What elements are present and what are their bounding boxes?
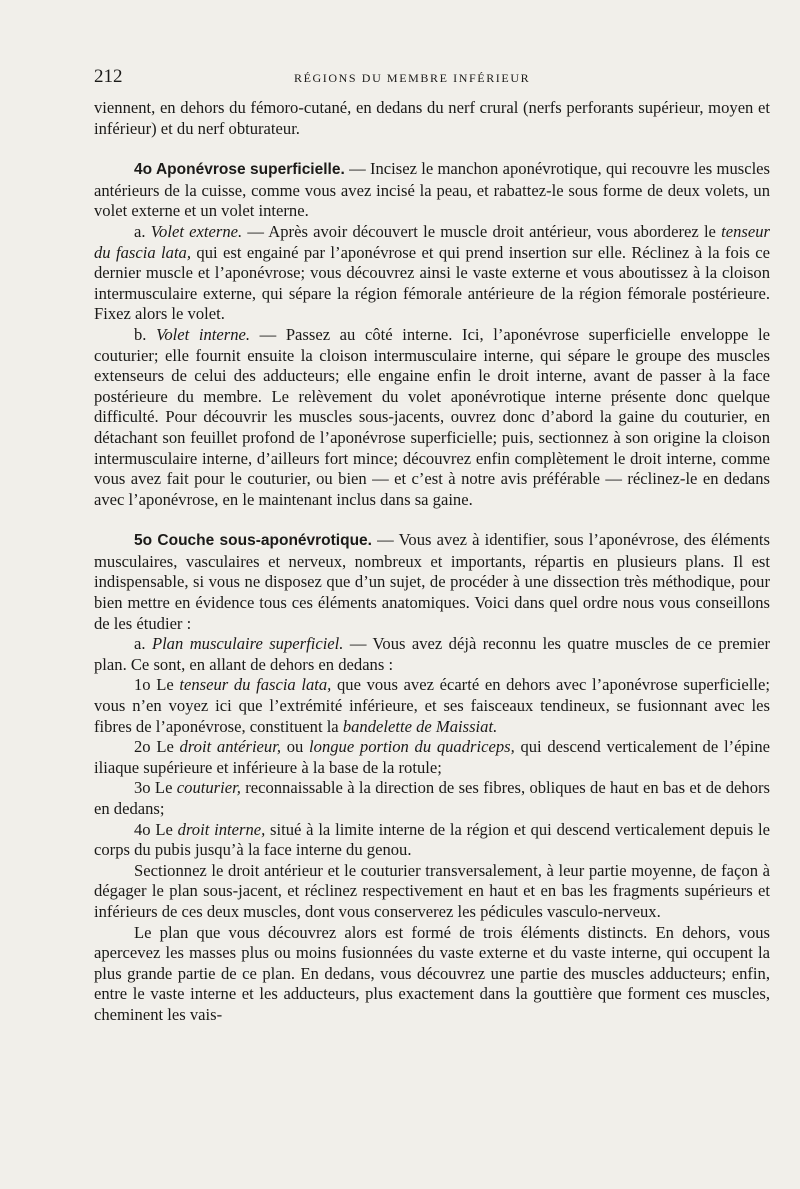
running-head: RÉGIONS DU MEMBRE INFÉRIEUR (294, 71, 531, 85)
section-title: Aponévrose superficielle. (155, 161, 345, 179)
paragraph-text: — Après avoir découvert le muscle droit antérieur, vous aborderez le (242, 221, 722, 241)
section-number: 4o (134, 161, 153, 179)
italic-term: couturier, (176, 778, 241, 798)
list-item-droit-interne (94, 820, 770, 861)
item-number: 2o (134, 737, 151, 757)
list-item-droit-anterieur (94, 737, 770, 778)
page-number: 212 (94, 66, 123, 87)
italic-term: tenseur du fascia lata, (179, 675, 332, 695)
italic-term: droit antérieur, (179, 737, 281, 757)
page-body (94, 98, 770, 1026)
paragraph-text: Le (150, 778, 177, 798)
paragraph-plan-decouvert: Le plan que vous découvrez alors est formé de trois éléments distincts. En dehors, vous apercevez les masses plus ou moins fusionnées du vaste externe et du vaste interne, qui occupent la plus grande partie de ce plan. En dedans, vous découvrez une partie des muscles adducteurs; enfin, entre le vaste interne et les adducteurs, plus exactement dans la gouttière que forment ces muscles, cheminent les vais- (94, 922, 770, 1024)
italic-term: tenseur du fascia lata, (94, 221, 771, 262)
italic-term: bandelette de Maissiat. (342, 716, 498, 736)
paragraph-text: — Vous avez à identifier, sous l’aponévrose, des éléments musculaires, vasculaires et nerveux, nombreux et importants, répartis en plusieurs plans. Il est indispensable, si vous ne disposez que d’un sujet, de procéder à une dissection très méthodique, pour bien mettre en évidence tous ces éléments anatomiques. Voici dans quel ordre nous vous conseillons de les étudier : (94, 530, 770, 633)
paragraph-volet-interne (94, 325, 770, 510)
paragraph-plan-musculaire (94, 634, 770, 675)
paragraph-text: qui descend verticalement de l’épine iliaque supérieure et inférieure à la base de la rotule; (94, 737, 771, 777)
italic-term: longue portion du quadriceps, (309, 737, 515, 757)
paragraph-text: situé à la limite interne de la région et qui descend verticalement depuis le corps du pubis jusqu’à la face interne du genou. (94, 819, 770, 860)
paragraph-continuation: viennent, en dehors du fémoro-cutané, en dedans du nerf crural (nerfs perforants supérieur, moyen et inférieur) et du nerf obturateur. (94, 98, 770, 138)
paragraph-text: — Passez au côté interne. Ici, l’aponévrose superficielle enveloppe le couturier; elle fournit ensuite la cloison intermusculaire interne, qui sépare le groupe des muscles extenseurs de celui des adducteurs; elle engaine enfin le droit interne, avant de passer à la face postérieure du membre. Le relèvement du volet aponévrotique interne présente donc quelque difficulté. Pour découvrir les muscles sous-jacents, ouvrez donc d’abord la gaine du couturier, en détachant son feuillet profond de l’aponévrose superficielle; puis, sectionnez à son origine la cloison intermusculaire interne, d’ailleurs fort mince; découvrez enfin complètement le droit interne, comme vous avez fait pour le couturier, ou bien — et c’est à notre avis préférable — réclinez-le en dedans avec l’aponévrose, en le maintenant inclus dans sa gaine. (94, 324, 771, 509)
list-letter: b. (134, 324, 157, 344)
subheading: Plan musculaire superficiel. (151, 634, 344, 654)
paragraph-aponevrose-superficielle (94, 159, 770, 222)
paragraph-text: Le (150, 819, 178, 839)
paragraph-sectionnez: Sectionnez le droit antérieur et le couturier transversalement, à leur partie moyenne, de façon à dégager le plan sous-jacent, et réclinez respectivement en haut et en bas les fragments supérieurs et inférieurs de ces deux muscles, dont vous conserverez les pédicules vasculo-nerveux. (94, 860, 770, 921)
paragraph-text: qui est engainé par l’aponévrose et qui prend insertion sur elle. Réclinez à la fois ce dernier muscle et l’aponévrose; vous découvrez ainsi le vaste externe et vous aboutissez à la cloison intermusculaire externe, qui sépare la région fémorale antérieure de la région fémorale postérieure. Fixez alors le volet. (94, 242, 770, 324)
list-item-tenseur (94, 675, 770, 737)
paragraph-text: Le (150, 737, 180, 757)
section-heading-4 (134, 161, 345, 178)
item-number: 1o (134, 675, 151, 695)
subheading: Volet externe. (150, 221, 243, 241)
italic-term: droit interne, (177, 819, 266, 839)
section-number: 5o (134, 532, 153, 550)
subheading: Volet interne. (156, 324, 251, 344)
section-title: Couche sous-aponévrotique. (157, 532, 372, 550)
list-letter: a. (134, 634, 152, 654)
paragraph-text: — Vous avez déjà reconnu les quatre muscles de ce premier plan. Ce sont, en allant de dehors en dedans : (94, 634, 770, 674)
paragraph-text: — Incisez le manchon aponévrotique, qui recouvre les muscles antérieurs de la cuisse, comme vous avez incisé la peau, et rabattez-le sous forme de deux volets, un volet externe et un volet interne. (94, 159, 771, 221)
paragraph-text: Le (150, 675, 180, 695)
item-number: 3o (134, 778, 151, 798)
paragraph-volet-externe (94, 222, 770, 325)
list-item-couturier (94, 778, 770, 819)
paragraph-text: ou (281, 737, 310, 757)
page-header (94, 66, 770, 90)
list-letter: a. (134, 221, 151, 241)
item-number: 4o (134, 819, 151, 839)
paragraph-text: que vous avez écarté en dehors avec l’aponévrose superficielle; vous n’en voyez ici que l’extrémité inférieure, et ses faisceaux tendineux, se fusionnant avec les fibres de l’aponévrose, constituent la (94, 675, 770, 736)
paragraph-text: reconnaissable à la direction de ses fibres, obliques de haut en bas et de dehors en dedans; (94, 778, 770, 818)
paragraph-couche-sous-aponevrotique (94, 530, 770, 634)
section-heading-5 (134, 532, 372, 549)
